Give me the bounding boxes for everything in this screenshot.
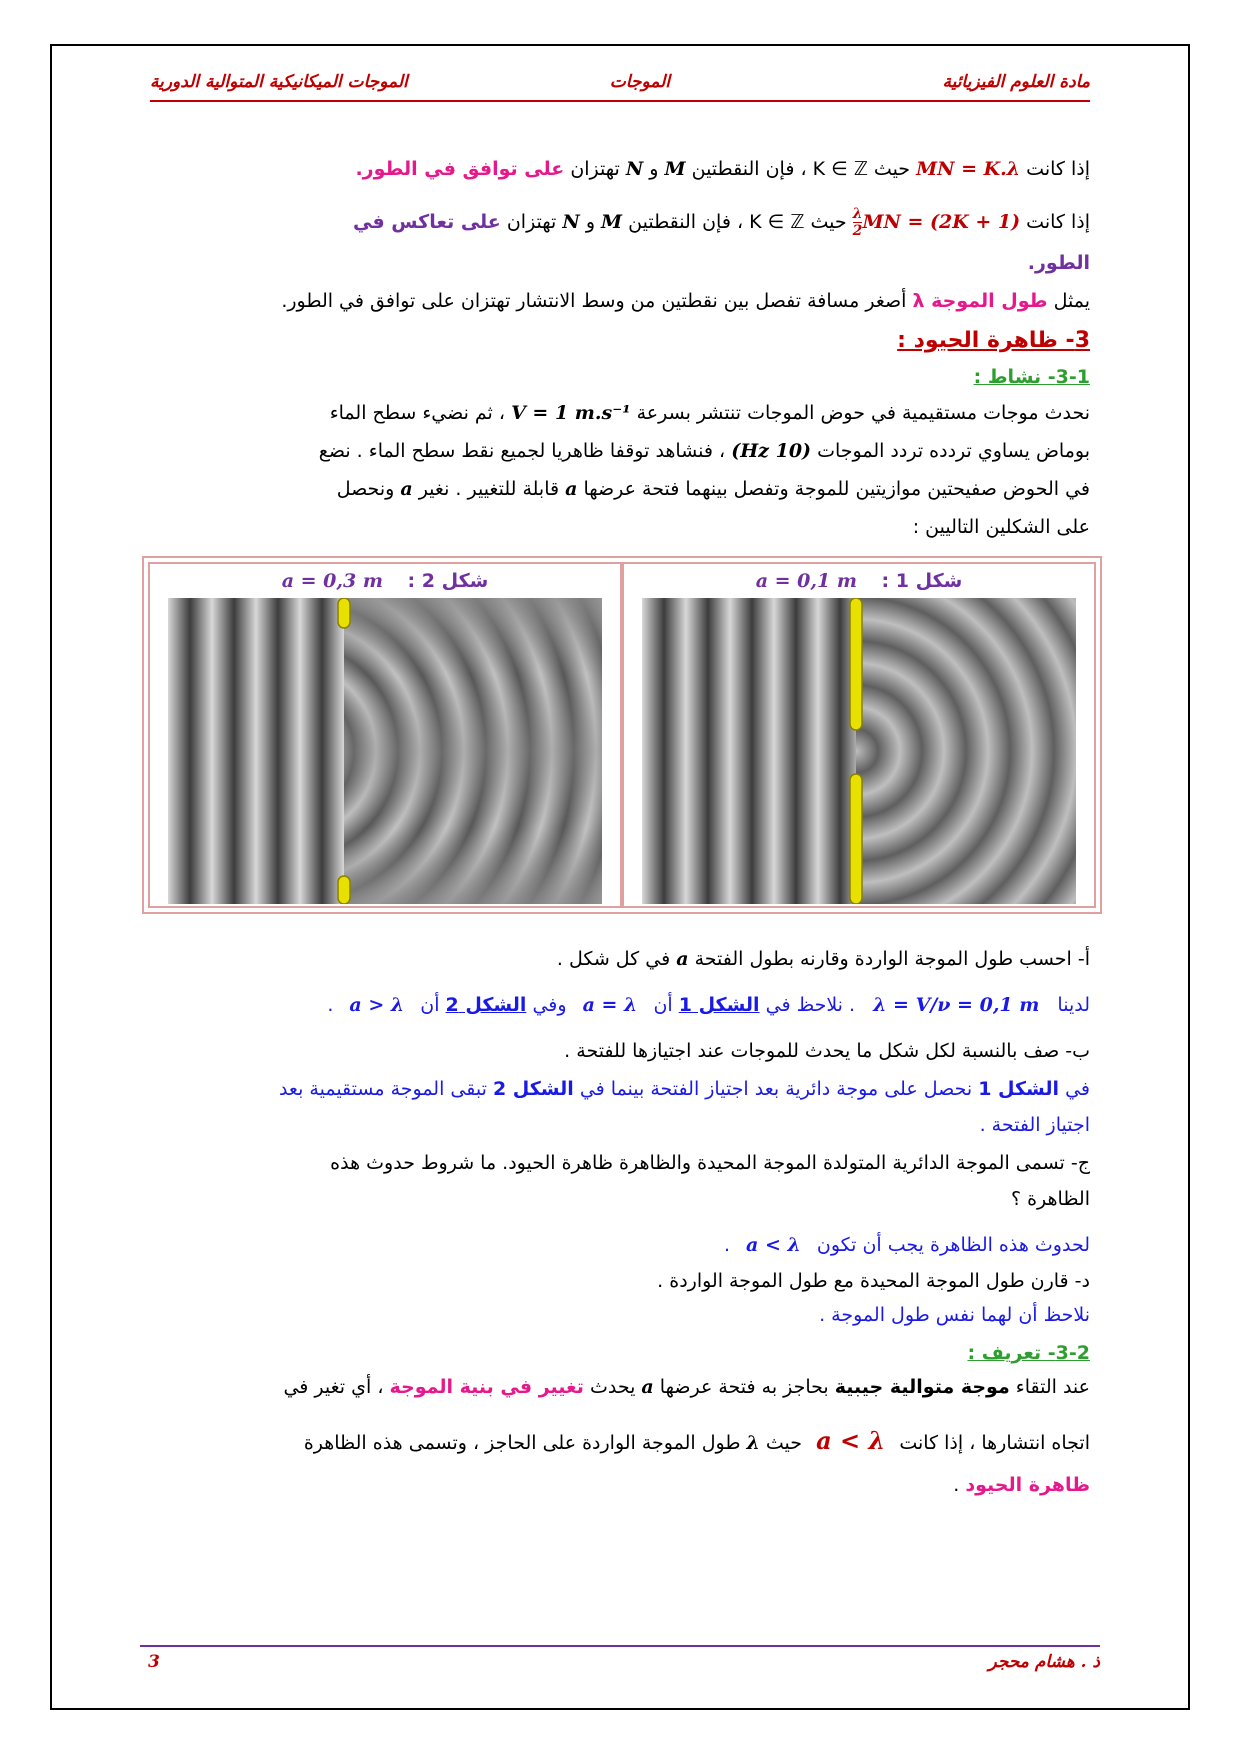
footer-author: ذ . هشام محجر [988,1652,1100,1672]
condition-in-phase: إذا كانت MN = K.λ حيث K ∈ ℤ ، فإن النقطتين M و N تهتزان على توافق في الطور. [355,158,1090,180]
page-header [150,72,1090,100]
question-d: د- قارن طول الموجة المحيدة مع طول الموجة الواردة . [657,1270,1090,1292]
activity-title: 3-1- نشاط : [973,366,1090,388]
definition-line-1: عند التقاء موجة متوالية جيبية بحاجز به فتحة عرضها a يحدث تغيير في بنية الموجة ، أي تغير في [283,1376,1090,1398]
definition-line-3: ظاهرة الحيود . [953,1474,1090,1496]
answer-b-2: اجتياز الفتحة . [979,1114,1090,1136]
definition-line-2: اتجاه انتشارها ، إذا كانت a < λ حيث λ طول الموجة الواردة على الحاجز ، وتسمى هذه الظاهرة [303,1426,1090,1455]
figures-box [142,556,1102,914]
question-c-2: الظاهرة ؟ [1010,1188,1090,1210]
activity-p1: نحدث موجات مستقيمية في حوض الموجات تنتشر بسرعة V = 1 m.s⁻¹ ، ثم نضيء سطح الماء [329,402,1090,424]
activity-p4: على الشكلين التاليين : [912,516,1090,538]
definition-title: 3-2- تعريف : [967,1342,1090,1364]
footer-divider [140,1645,1100,1647]
question-a: أ- احسب طول الموجة الواردة وقارنه بطول الفتحة a في كل شكل . [556,948,1090,970]
condition-anti-phase: إذا كانت MN = (2K + 1) $\frac{\lambda}{2}$ حيث K ∈ ℤ ، فإن النقطتين M و N تهتزان على تعاكس في [353,206,1090,239]
figure-1-wave-image [642,598,1076,904]
figure-1-caption: شكل 1 : a = 0,1 m [755,570,963,592]
question-c-1: ج- تسمى الموجة الدائرية المتولدة الموجة المحيدة والظاهرة ظاهرة الحيود. ما شروط حدوث هذه [330,1152,1090,1174]
figure-1 [622,562,1096,908]
figure-2 [148,562,622,908]
activity-p3: في الحوض صفيحتين موازيتين للموجة وتفصل بينهما فتحة عرضها a قابلة للتغيير . نغير a ونحصل [336,478,1090,500]
figure-2-caption: شكل 2 : a = 0,3 m [281,570,489,592]
page-number: 3 [148,1652,160,1672]
answer-a: لدينا λ = V/ν = 0,1 m . نلاحظ في الشكل 1 أن a = λ وفي الشكل 2 أن a > λ . [327,994,1090,1016]
wavelength-definition: يمثل طول الموجة λ أصغر مسافة تفصل بين نقطتين من وسط الانتشار تهتزان على توافق في الطور. [281,290,1090,312]
header-divider [150,100,1090,102]
question-b: ب- صف بالنسبة لكل شكل ما يحدث للموجات عند اجتيازها للفتحة . [564,1040,1090,1062]
header-lesson: الموجات الميكانيكية المتوالية الدورية [150,72,408,92]
header-subject: مادة العلوم الفيزيائية [942,72,1090,92]
figure-2-wave-image [168,598,602,904]
activity-p2: بوماض يساوي تردده تردد الموجات (10 Hz) ، فنشاهد توقفا ظاهريا لجميع نقط سطح الماء . نضع [318,440,1090,462]
condition-anti-phase-end: الطور. [1027,252,1090,274]
answer-c: لحدوث هذه الظاهرة يجب أن تكون a < λ . [723,1234,1090,1256]
answer-b-1: في الشكل 1 نحصل على موجة دائرية بعد اجتياز الفتحة بينما في الشكل 2 تبقى الموجة مستقيمية بعد [278,1078,1090,1100]
header-chapter: الموجات [609,72,670,92]
section-title: 3- ظاهرة الحيود : [897,328,1090,353]
answer-d: نلاحظ أن لهما نفس طول الموجة . [819,1304,1090,1326]
